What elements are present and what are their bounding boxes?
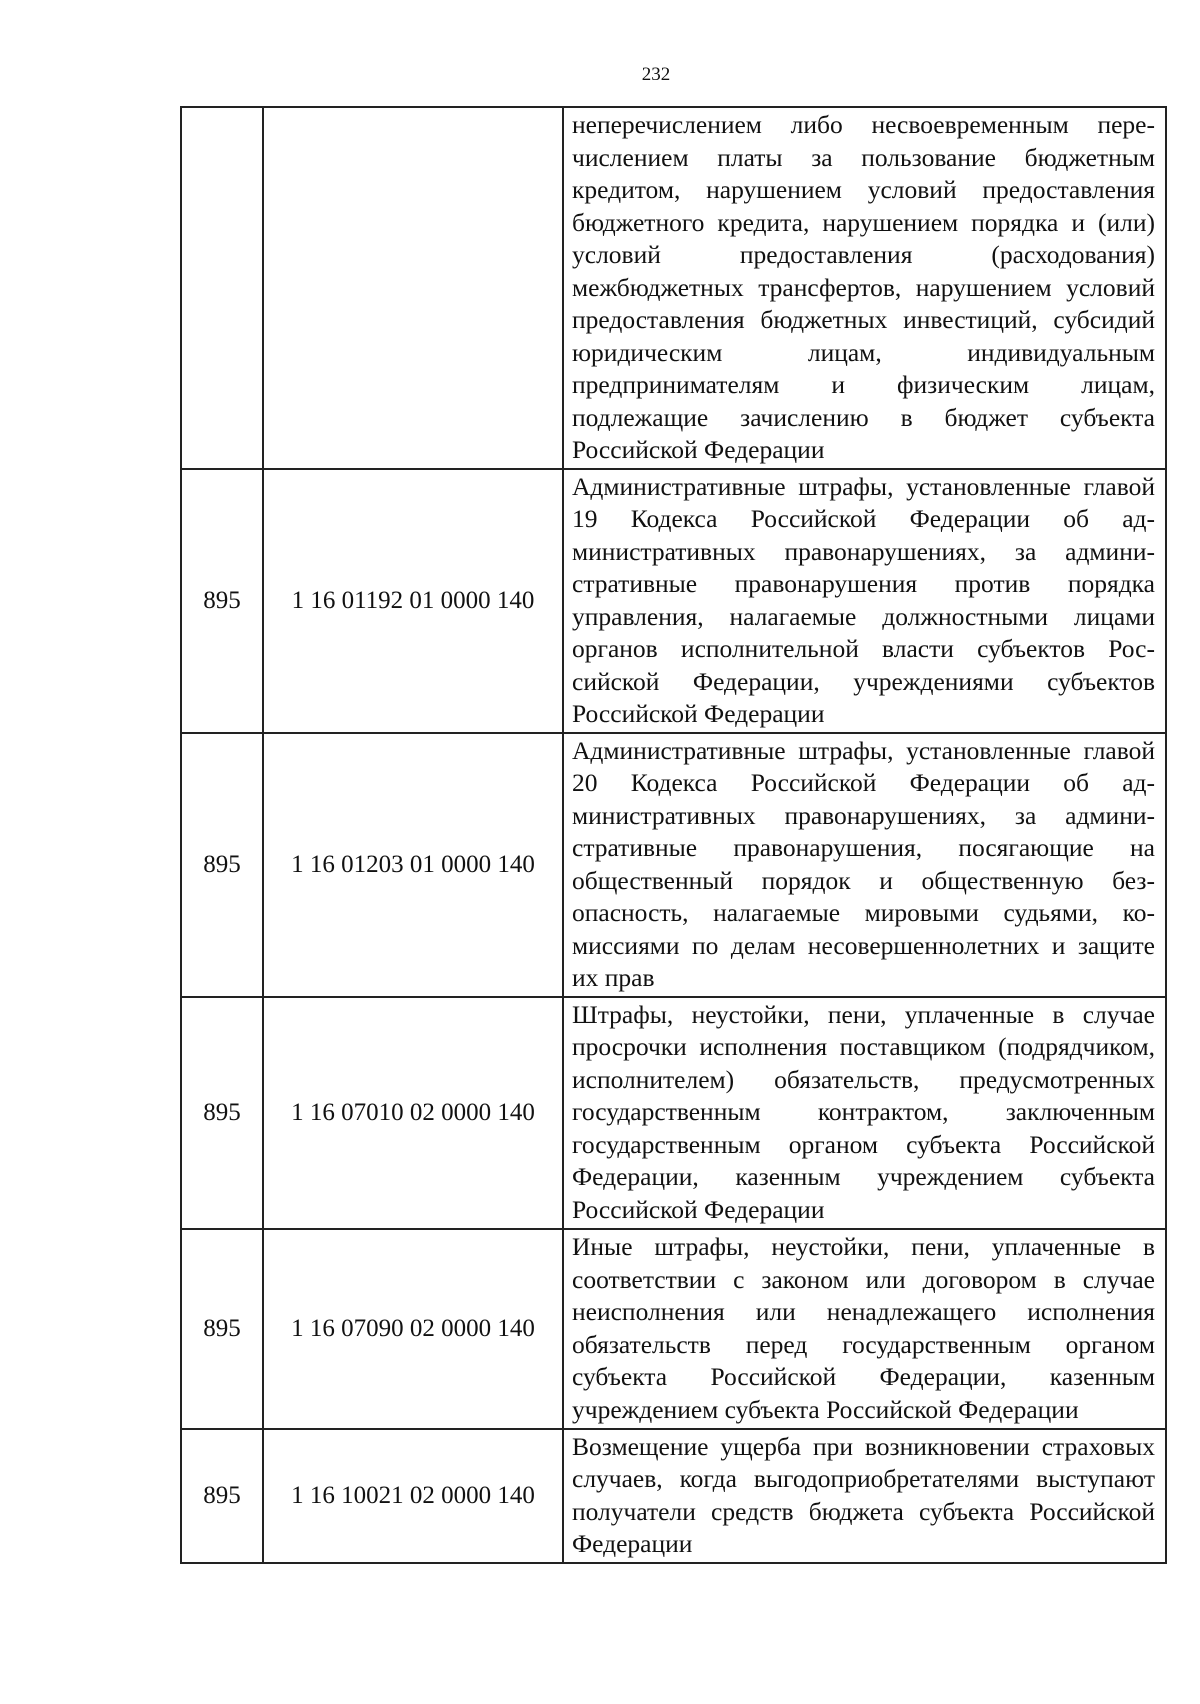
admin-code-cell: 895 bbox=[181, 733, 263, 997]
description-cell: неперечислением либо несвоевременным перечислением платы за пользование бюджетным кредитом, нарушением условий предоставления бюджетного кредита, нарушением порядка и (или) условий предоставления (расходования) межбюджетных трансфертов, нарушением условий предоставления бюджетных инвестиций, субсидий юридическим лицам, индивидуальным предпринимателям и физическим лицам, подлежащие зачислению в бюджет субъекта Российской Федерации bbox=[563, 107, 1166, 469]
description-cell: Штрафы, неустойки, пени, уплаченные в случае просрочки исполнения поставщиком (подрядчиком, исполнителем) обязательств, предусмотренных государственным контрактом, заключенным государственным органом субъекта Российской Федерации, казенным учреждением субъекта Российской Федерации bbox=[563, 997, 1166, 1229]
budget-code-cell: 1 16 01203 01 0000 140 bbox=[263, 733, 563, 997]
admin-code-cell: 895 bbox=[181, 469, 263, 733]
budget-code-cell: 1 16 10021 02 0000 140 bbox=[263, 1429, 563, 1563]
table-row bbox=[181, 469, 1166, 733]
budget-code-cell: 1 16 01192 01 0000 140 bbox=[263, 469, 563, 733]
admin-code-cell bbox=[181, 107, 263, 469]
description-cell: Административные штрафы, установленные главой 19 Кодекса Российской Федерации об административных правонарушениях, за административные правонарушения против порядка управления, налагаемые должностными лицами органов исполнительной власти субъектов Российской Федерации, учреждениями субъектов Российской Федерации bbox=[563, 469, 1166, 733]
table-row bbox=[181, 107, 1166, 469]
page-number: 232 bbox=[641, 64, 671, 85]
admin-code-cell: 895 bbox=[181, 997, 263, 1229]
description-cell: Возмещение ущерба при возникновении страховых случаев, когда выгодоприобретателями выступают получатели средств бюджета субъекта Российской Федерации bbox=[563, 1429, 1166, 1563]
budget-code-cell bbox=[263, 107, 563, 469]
budget-codes-table bbox=[180, 106, 1167, 1564]
description-cell: Административные штрафы, установленные главой 20 Кодекса Российской Федерации об административных правонарушениях, за административные правонарушения, посягающие на общественный порядок и общественную безопасность, налагаемые мировыми судьями, комиссиями по делам несовершеннолетних и защите их прав bbox=[563, 733, 1166, 997]
table-row bbox=[181, 1429, 1166, 1563]
table-row bbox=[181, 1229, 1166, 1429]
table-row bbox=[181, 997, 1166, 1229]
table-row bbox=[181, 733, 1166, 997]
budget-code-cell: 1 16 07010 02 0000 140 bbox=[263, 997, 563, 1229]
admin-code-cell: 895 bbox=[181, 1229, 263, 1429]
budget-code-cell: 1 16 07090 02 0000 140 bbox=[263, 1229, 563, 1429]
description-cell: Иные штрафы, неустойки, пени, уплаченные в соответствии с законом или договором в случае неисполнения или ненадлежащего исполнения обязательств перед государственным органом субъекта Российской Федерации, казенным учреждением субъекта Российской Федерации bbox=[563, 1229, 1166, 1429]
admin-code-cell: 895 bbox=[181, 1429, 263, 1563]
